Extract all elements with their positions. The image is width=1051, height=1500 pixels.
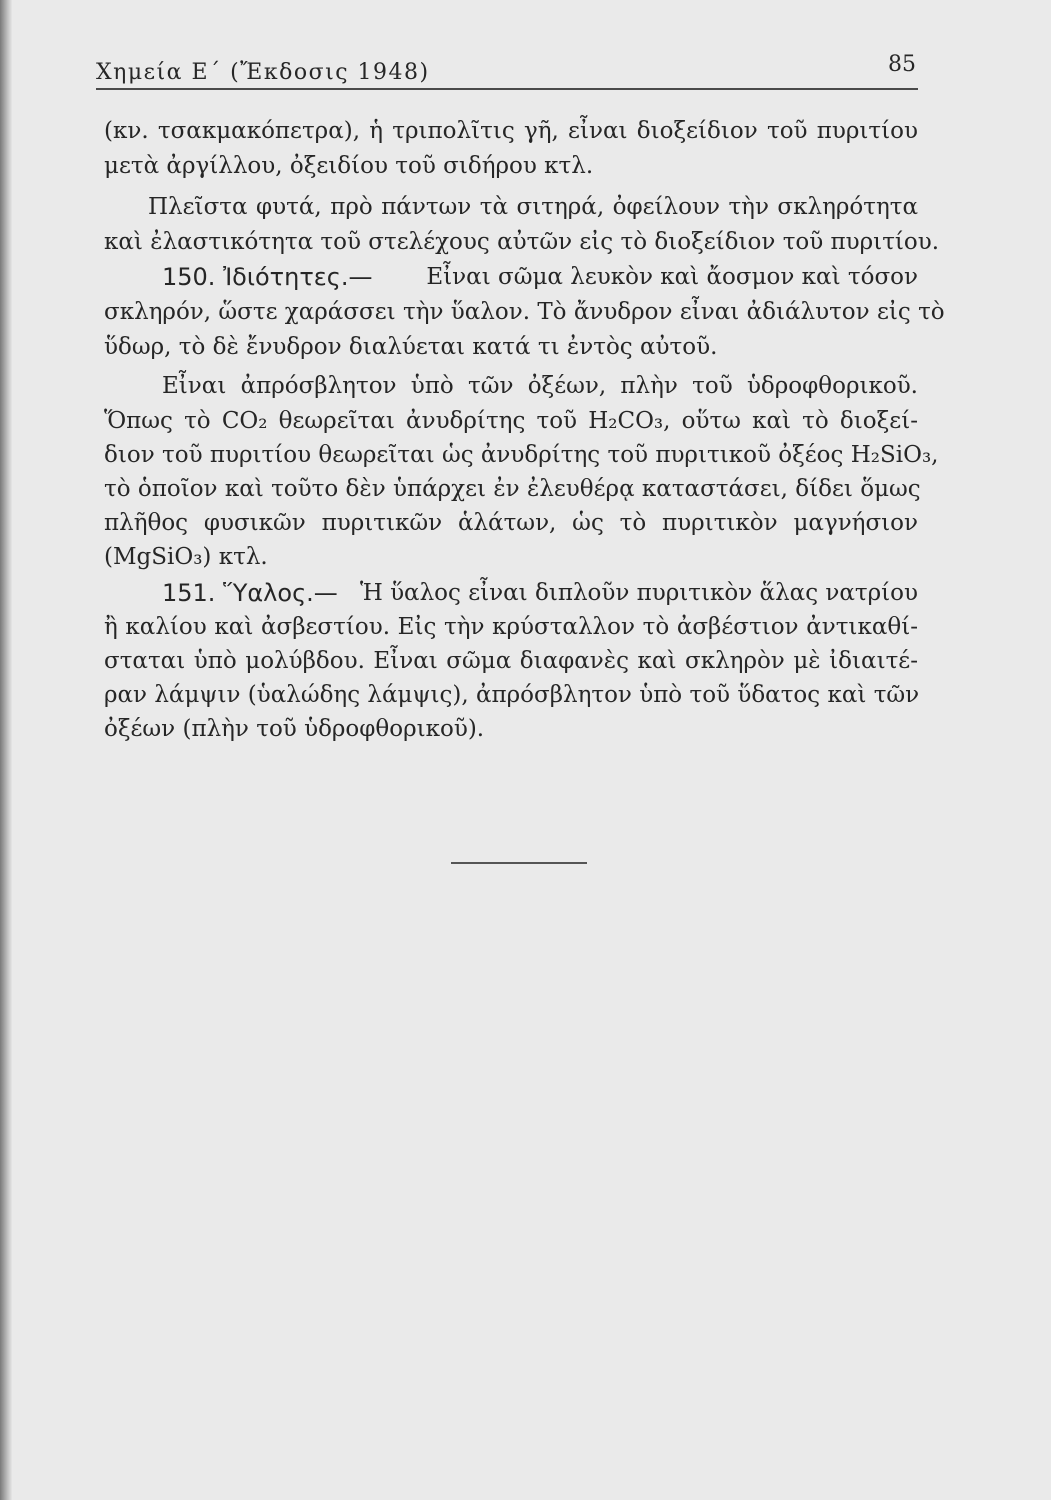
text-line: διον τοῦ πυριτίου θεωρεῖται ὡς ἀνυδρίτης τοῦ πυριτικοῦ ὀξέος H₂SiO₃,	[104, 442, 939, 468]
paragraph-151	[162, 578, 918, 608]
paragraph-150	[162, 262, 918, 292]
text-line: ἢ καλίου καὶ ἀσβεστίου. Εἰς τὴν κρύσταλλον τὸ ἀσβέστιον ἀντικαθί-	[104, 614, 918, 640]
text-line: Ὅπως τὸ CO₂ θεωρεῖται ἀνυδρίτης τοῦ H₂CO₃, οὕτω καὶ τὸ διοξεί-	[104, 408, 918, 434]
text-line: ραν λάμψιν (ὑαλώδης λάμψις), ἀπρόσβλητον ὑπὸ τοῦ ὕδατος καὶ τῶν	[104, 682, 920, 708]
text-line: Πλεῖστα φυτά, πρὸ πάντων τὰ σιτηρά, ὀφείλουν τὴν σκληρότητα	[148, 194, 918, 220]
page-header	[96, 52, 918, 90]
text-line: ὕδωρ, τὸ δὲ ἔνυδρον διαλύεται κατά τι ἐντὸς αὐτοῦ.	[104, 334, 718, 360]
section-heading-151: 151. Ὕαλος.—	[162, 579, 338, 607]
page-number: 85	[888, 52, 916, 77]
text-line: Εἶναι σῶμα λευκὸν καὶ ἄοσμον καὶ τόσον	[426, 264, 918, 290]
text-line: μετὰ ἀργίλλου, ὀξειδίου τοῦ σιδήρου κτλ.	[104, 153, 594, 179]
text-line: σκληρόν, ὥστε χαράσσει τὴν ὕαλον. Τὸ ἄνυδρον εἶναι ἀδιάλυτον εἰς τὸ	[104, 299, 945, 325]
text-line: Ἡ ὕαλος εἶναι διπλοῦν πυριτικὸν ἅλας νατρίου	[359, 580, 918, 606]
text-line: σταται ὑπὸ μολύβδου. Εἶναι σῶμα διαφανὲς καὶ σκληρὸν μὲ ἰδιαιτέ-	[104, 648, 918, 674]
text-line: ὀξέων (πλὴν τοῦ ὑδροφθορικοῦ).	[104, 716, 485, 742]
text-line: Εἶναι ἀπρόσβλητον ὑπὸ τῶν ὀξέων, πλὴν τοῦ ὑδροφθορικοῦ.	[162, 373, 918, 399]
text-line: τὸ ὁποῖον καὶ τοῦτο δὲν ὑπάρχει ἐν ἐλευθέρᾳ καταστάσει, δίδει ὅμως	[104, 476, 921, 502]
section-heading-150: 150. Ἰδιότητες.—	[162, 263, 373, 291]
text-line: πλῆθος φυσικῶν πυριτικῶν ἁλάτων, ὡς τὸ πυριτικὸν μαγνήσιον	[104, 510, 918, 536]
text-line: (κν. τσακμακόπετρα), ἡ τριπολῖτις γῆ, εἶναι διοξείδιον τοῦ πυριτίου	[104, 118, 918, 144]
running-title: Χημεία Ε΄ (Ἔκδοσις 1948)	[96, 60, 430, 85]
text-line: (MgSiO₃) κτλ.	[104, 544, 268, 570]
end-rule	[451, 862, 587, 864]
page-left-edge-shadow	[0, 0, 12, 1500]
text-line: καὶ ἐλαστικότητα τοῦ στελέχους αὐτῶν εἰς τὸ διοξείδιον τοῦ πυριτίου.	[104, 229, 940, 255]
